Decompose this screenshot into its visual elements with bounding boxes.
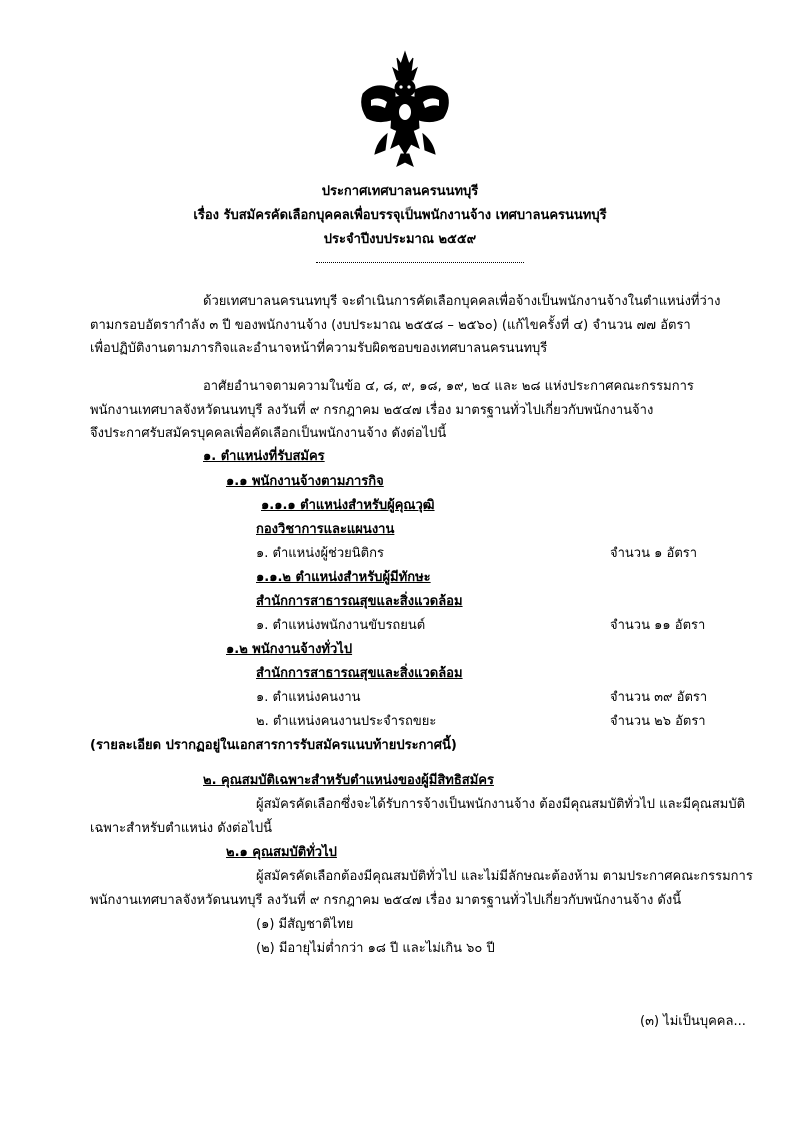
header-divider [316,262,524,263]
fiscal-year: ประจำปีงบประมาณ ๒๕๕๙ [323,232,477,247]
qualification-item-1: (๑) มีสัญชาติไทย [256,917,354,932]
general-qualifications-line1: ผู้สมัครคัดเลือกต้องมีคุณสมบัติทั่วไป และไม่มีลักษณะต้องห้าม ตามประกาศคณะกรรมการ [256,869,753,884]
intro-p1-line2: ตามกรอบอัตรากำลัง ๓ ปี ของพนักงานจ้าง (งบประมาณ ๒๕๕๘ – ๒๕๖๐) (แก้ไขครั้งที่ ๔) จำนวน ๗๗ อัตรา [90,318,691,333]
pos-legal-assistant-count: จำนวน ๑ อัตรา [610,546,698,561]
section1-heading: ๑. ตำแหน่งที่รับสมัคร [203,449,325,464]
intro-p1-line3: เพื่อปฏิบัติงานตามภารกิจและอำนาจหน้าที่ความรับผิดชอบของเทศบาลนครนนทบุรี [90,341,548,356]
mission-staff-heading: ๑.๑ พนักงานจ้างตามภารกิจ [226,474,384,489]
announcement-title: ประกาศเทศบาลนครนนทบุรี [321,184,479,199]
section2-intro-line2: เฉพาะสำหรับตำแหน่ง ดังต่อไปนี้ [90,821,272,836]
announcement-subject: เรื่อง รับสมัครคัดเลือกบุคคลเพื่อบรรจุเป็นพนักงานจ้าง เทศบาลนครนนทบุรี [193,208,607,223]
pos-garbage-truck-worker: ๒. ตำแหน่งคนงานประจำรถขยะ [256,714,437,729]
pos-driver: ๑. ตำแหน่งพนักงานขับรถยนต์ [256,618,426,633]
pos-driver-count: จำนวน ๑๑ อัตรา [610,618,706,633]
garuda-emblem [357,50,453,170]
intro-p2-line2: พนักงานเทศบาลจังหวัดนนทบุรี ลงวันที่ ๙ กรกฎาคม ๒๕๔๗ เรื่อง มาตรฐานทั่วไปเกี่ยวกับพนักงานจ้าง [90,403,654,418]
pos-garbage-truck-worker-count: จำนวน ๒๖ อัตรา [610,714,706,729]
general-staff-heading: ๑.๒ พนักงานจ้างทั่วไป [226,642,353,657]
qualification-item-2: (๒) มีอายุไม่ต่ำกว่า ๑๘ ปี และไม่เกิน ๖๐ ปี [256,941,495,956]
section2-intro-line1: ผู้สมัครคัดเลือกซึ่งจะได้รับการจ้างเป็นพนักงานจ้าง ต้องมีคุณสมบัติทั่วไป และมีคุณสมบัติ [256,797,746,812]
skilled-positions-heading: ๑.๑.๒ ตำแหน่งสำหรับผู้มีทักษะ [256,570,431,585]
pos-legal-assistant: ๑. ตำแหน่งผู้ช่วยนิติกร [256,546,384,561]
general-qualifications-line2: พนักงานเทศบาลจังหวัดนนทบุรี ลงวันที่ ๙ กรกฎาคม ๒๕๔๗ เรื่อง มาตรฐานทั่วไปเกี่ยวกับพนักงานจ้าง ดังนี้ [90,893,682,908]
academic-division-heading: กองวิชาการและแผนงาน [256,522,395,537]
intro-p2-line1: อาศัยอำนาจตามความในข้อ ๔, ๘, ๙, ๑๘, ๑๙, ๒๔ และ ๒๘ แห่งประกาศคณะกรรมการ [203,379,694,394]
continued-marker: (๓) ไม่เป็นบุคคล... [640,1014,746,1029]
qualified-positions-heading: ๑.๑.๑ ตำแหน่งสำหรับผู้คุณวุฒิ [261,498,435,513]
health-office-heading-2: สำนักการสาธารณสุขและสิ่งแวดล้อม [256,666,463,681]
pos-worker-count: จำนวน ๓๙ อัตรา [610,690,708,705]
intro-p2-line3: จึงประกาศรับสมัครบุคคลเพื่อคัดเลือกเป็นพนักงานจ้าง ดังต่อไปนี้ [90,426,447,441]
section2-heading: ๒. คุณสมบัติเฉพาะสำหรับตำแหน่งของผู้มีสิทธิสมัคร [203,773,494,788]
general-qualifications-heading: ๒.๑ คุณสมบัติทั่วไป [226,845,337,860]
pos-worker: ๑. ตำแหน่งคนงาน [256,690,361,705]
intro-p1-line1: ด้วยเทศบาลนครนนทบุรี จะดำเนินการคัดเลือกบุคคลเพื่อจ้างเป็นพนักงานจ้างในตำแหน่งที่ว่าง [203,294,721,309]
health-office-heading-1: สำนักการสาธารณสุขและสิ่งแวดล้อม [256,594,463,609]
details-note: (รายละเอียด ปรากฏอยู่ในเอกสารการรับสมัครแนบท้ายประกาศนี้) [90,738,457,753]
